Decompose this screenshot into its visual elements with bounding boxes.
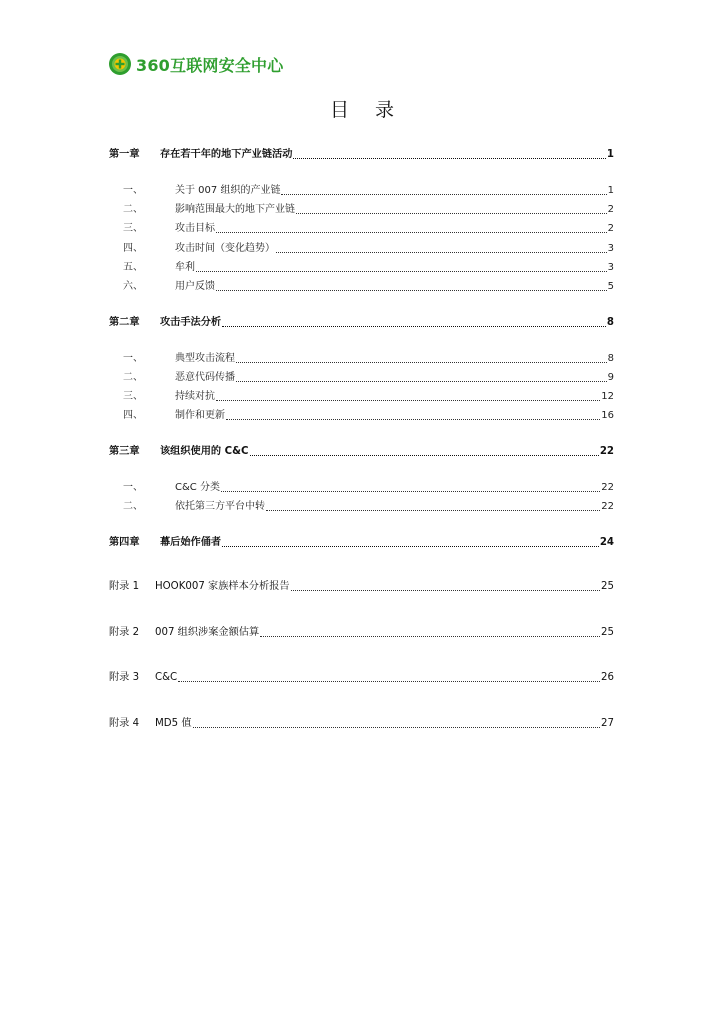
toc-entry-section[interactable] [109, 350, 614, 366]
toc-entry-number: 第一章 [109, 149, 140, 160]
toc-entry-label: 持续对抗 [175, 391, 215, 402]
toc-entry-page-number: 9 [607, 372, 614, 383]
toc-entry-section[interactable] [109, 479, 614, 495]
toc-dot-leader [281, 184, 606, 198]
shield-icon [108, 52, 132, 76]
toc-entry-label: 关于 007 组织的产业链 [175, 185, 281, 196]
toc-entry-page-number: 2 [607, 223, 614, 234]
toc-entry-label: 攻击时间（变化趋势） [175, 243, 275, 254]
header-logo [108, 51, 283, 77]
toc-entry-appendix[interactable] [109, 578, 614, 594]
toc-entry-section[interactable] [109, 407, 614, 423]
toc-entry-page-number: 22 [599, 446, 614, 457]
toc-entry-page-number: 27 [601, 718, 614, 729]
toc-entry-page-number: 16 [601, 410, 614, 421]
toc-entry-page-number: 22 [601, 501, 614, 512]
toc-entry-label: 007 组织涉案金额估算 [155, 627, 260, 638]
toc-entry-number: 五、 [123, 262, 143, 273]
toc-entry-section[interactable] [109, 388, 614, 404]
toc-entry-label: 影响范围最大的地下产业链 [175, 204, 295, 215]
toc-entry-number: 第四章 [109, 537, 140, 548]
toc-entry-label: 用户反馈 [175, 281, 215, 292]
toc-entry-number: 一、 [123, 482, 143, 493]
toc-dot-leader [178, 671, 600, 685]
toc-dot-leader [250, 445, 599, 459]
toc-dot-leader [236, 352, 607, 366]
toc-entry-page-number: 1 [606, 149, 614, 160]
toc-entry-page-number: 25 [601, 581, 614, 592]
toc-dot-leader [293, 148, 605, 162]
toc-entry-page-number: 2 [607, 204, 614, 215]
toc-dot-leader [226, 409, 600, 423]
logo-text-rest: 互联网安全中心 [170, 55, 284, 75]
toc-entry-label: 典型攻击流程 [175, 353, 235, 364]
toc-entry-number: 附录 4 [109, 718, 140, 729]
toc-entry-number: 附录 3 [109, 672, 140, 683]
toc-entry-label: 牟利 [175, 262, 195, 273]
toc-entry-page-number: 5 [607, 281, 614, 292]
toc-entry-section[interactable] [109, 259, 614, 275]
toc-entry-label: 攻击手法分析 [160, 317, 222, 328]
toc-entry-label: HOOK007 家族样本分析报告 [155, 581, 290, 592]
toc-entry-chapter[interactable] [109, 443, 614, 459]
toc-dot-leader [216, 222, 607, 236]
toc-dot-leader [216, 390, 600, 404]
toc-entry-chapter[interactable] [109, 314, 614, 330]
toc-entry-number: 二、 [123, 204, 143, 215]
toc-entry-chapter[interactable] [109, 534, 614, 550]
toc-entry-label: 该组织使用的 C&C [160, 446, 249, 457]
toc-dot-leader [296, 203, 607, 217]
toc-dot-leader [276, 242, 607, 256]
page-title: 目录 [329, 99, 420, 121]
logo-text-360: 360 [136, 55, 170, 75]
toc-entry-number: 四、 [123, 243, 143, 254]
toc-entry-label: 存在若干年的地下产业链活动 [160, 149, 293, 160]
toc-entry-label: 恶意代码传播 [175, 372, 235, 383]
toc-entry-label: MD5 值 [155, 718, 192, 729]
toc-entry-page-number: 12 [601, 391, 614, 402]
toc-entry-page-number: 22 [601, 482, 614, 493]
toc-entry-page-number: 24 [599, 537, 614, 548]
toc-entry-number: 四、 [123, 410, 143, 421]
toc-entry-number: 一、 [123, 185, 143, 196]
toc-dot-leader [216, 280, 607, 294]
toc-entry-label: 攻击目标 [175, 223, 215, 234]
toc-entry-section[interactable] [109, 240, 614, 256]
logo-text [136, 53, 283, 76]
toc-dot-leader [221, 481, 600, 495]
toc-entry-appendix[interactable] [109, 669, 614, 685]
toc-entry-number: 二、 [123, 501, 143, 512]
toc-entry-chapter[interactable] [109, 146, 614, 162]
toc-entry-number: 第二章 [109, 317, 140, 328]
toc-entry-label: 依托第三方平台中转 [175, 501, 265, 512]
toc-entry-section[interactable] [109, 278, 614, 294]
toc-entry-page-number: 25 [601, 627, 614, 638]
toc-dot-leader [193, 717, 600, 731]
toc-dot-leader [222, 316, 606, 330]
toc-entry-appendix[interactable] [109, 624, 614, 640]
toc-entry-appendix[interactable] [109, 715, 614, 731]
toc-entry-number: 一、 [123, 353, 143, 364]
toc-entry-label: C&C [155, 672, 178, 683]
toc-entry-label: C&C 分类 [175, 482, 220, 493]
toc-entry-number: 三、 [123, 223, 143, 234]
toc-entry-number: 二、 [123, 372, 143, 383]
toc-dot-leader [266, 500, 600, 514]
toc-entry-number: 附录 2 [109, 627, 140, 638]
toc-entry-page-number: 3 [607, 243, 614, 254]
toc-dot-leader [236, 371, 607, 385]
toc-entry-section[interactable] [109, 201, 614, 217]
toc-entry-page-number: 3 [607, 262, 614, 273]
toc-entry-page-number: 26 [601, 672, 614, 683]
toc-entry-section[interactable] [109, 182, 614, 198]
toc-dot-leader [196, 261, 607, 275]
toc-entry-number: 六、 [123, 281, 143, 292]
toc-entry-section[interactable] [109, 498, 614, 514]
toc-dot-leader [260, 626, 600, 640]
toc-entry-page-number: 8 [607, 353, 614, 364]
toc-entry-number: 第三章 [109, 446, 140, 457]
toc-entry-section[interactable] [109, 369, 614, 385]
toc-entry-section[interactable] [109, 220, 614, 236]
toc-entry-page-number: 8 [606, 317, 614, 328]
toc-entry-number: 三、 [123, 391, 143, 402]
toc-entry-label: 制作和更新 [175, 410, 225, 421]
toc-dot-leader [222, 536, 599, 550]
toc-entry-page-number: 1 [607, 185, 614, 196]
toc-dot-leader [291, 580, 600, 594]
toc-entry-label: 幕后始作俑者 [160, 537, 222, 548]
toc-entry-number: 附录 1 [109, 581, 140, 592]
